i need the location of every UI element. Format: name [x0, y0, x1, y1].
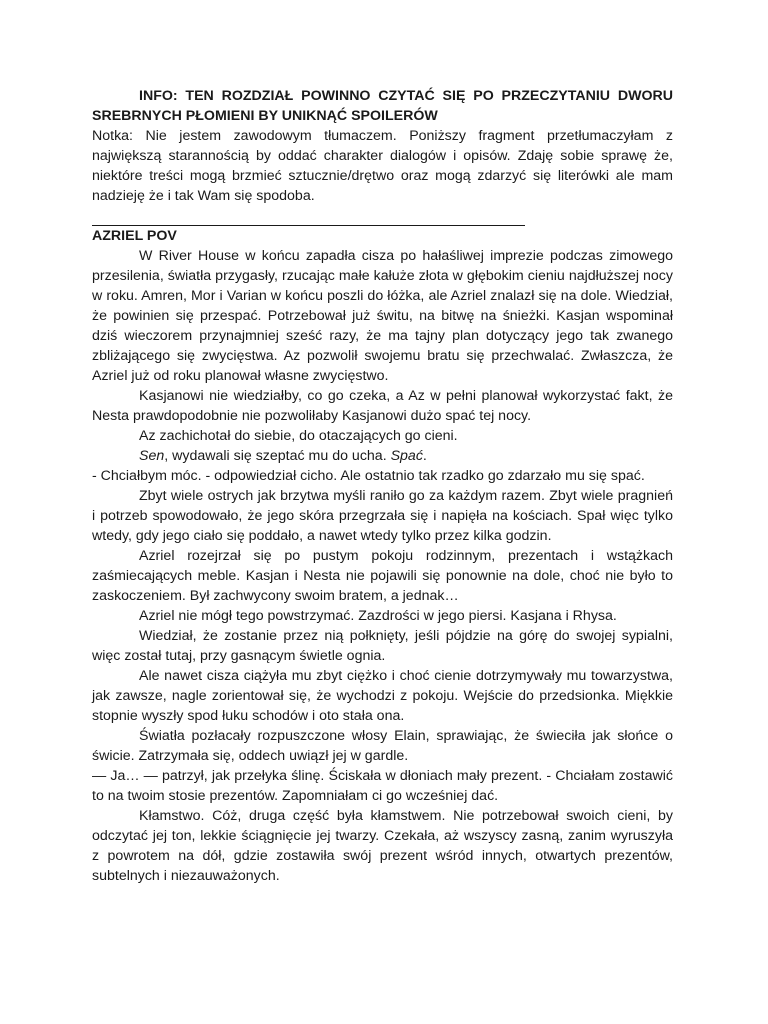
- paragraph-3: Az zachichotał do siebie, do otaczających go cieni.: [139, 428, 458, 444]
- paragraph-whisper: [92, 446, 673, 466]
- paragraph-7: Wiedział, że zostanie przez nią połknięty, jeśli pójdzie na górę do swojej sypialni, więc został tutaj, przy gasnącym świetle ognia.: [92, 628, 673, 664]
- paragraph-5: Azriel rozejrzał się po pustym pokoju rodzinnym, prezentach i wstążkach zaśmiecających meble. Kasjan i Nesta nie pojawili się ponownie na dole, choć nie było to zaskoczeniem. Był zachwycony swoim bratem, a jednak…: [92, 548, 673, 604]
- whisper-spac: Spać: [390, 448, 423, 464]
- paragraph-1: W River House w końcu zapadła cisza po hałaśliwej imprezie podczas zimowego przesilenia, światła przygasły, rzucając małe kałuże złota w głębokim cieniu najdłuższej nocy w roku. Amren, Mor i Varian w końcu poszli do łóżka, ale Azriel znalazł się na dole. Wiedział, że powinien się przespać. Potrzebował już świtu, na bitwę na śnieżki. Kasjan wspominał dziś wieczorem przynajmniej sześć razy, że ma tajny plan dotyczący jego tak zwanego zbliżającego się zwycięstwa. Az pozwolił swojemu bratu się przechwalać. Zwłaszcza, że Azriel już od roku planował własne zwycięstwo.: [92, 248, 673, 384]
- paragraph-2: Kasjanowi nie wiedziałby, co go czeka, a Az w pełni planował wykorzystać fakt, że Nesta prawdopodobnie nie pozwoliłaby Kasjanowi dużo spać tej nocy.: [92, 388, 673, 424]
- translator-note: Notka: Nie jestem zawodowym tłumaczem. Poniższy fragment przetłumaczyłam z największą starannością by oddać charakter dialogów i opisów. Zdaję sobie sprawę że, niektóre treści mogą brzmieć sztucznie/drętwo oraz mogą zdarzyć się literówki ale mam nadzieję że i tak Wam się spodoba.: [92, 128, 673, 204]
- whisper-middle: , wydawali się szeptać mu do ucha.: [164, 448, 391, 464]
- paragraph-4: Zbyt wiele ostrych jak brzytwa myśli raniło go za każdym razem. Zbyt wiele pragnień i potrzeb spowodowało, że jego skóra przegrzała się i napięła na kościach. Spał więc tylko wtedy, gdy jego ciało się poddało, a nawet wtedy tylko przez kilka godzin.: [92, 488, 673, 544]
- paragraph-9: Światła pozłacały rozpuszczone włosy Elain, sprawiając, że świeciła jak słońce o świcie. Zatrzymała się, oddech uwiązł jej w gardle.: [92, 728, 673, 764]
- chapter-title: AZRIEL POV: [92, 228, 177, 244]
- spoiler-warning: INFO: TEN ROZDZIAŁ POWINNO CZYTAĆ SIĘ PO PRZECZYTANIU DWORU SREBRNYCH PŁOMIENI BY UNIKNĄĆ SPOILERÓW: [92, 88, 673, 124]
- paragraph-6: Azriel nie mógł tego powstrzymać. Zazdrości w jego piersi. Kasjana i Rhysa.: [139, 608, 617, 624]
- whisper-sen: Sen: [139, 448, 165, 464]
- paragraph-10: Kłamstwo. Cóż, druga część była kłamstwem. Nie potrzebował swoich cieni, by odczytać jej ton, lekkie ściągnięcie jej twarzy. Czekała, aż wszyscy zasną, zanim wyruszyła z powrotem na dół, gdzie zostawiła swój prezent wśród innych, otwartych prezentów, subtelnych i niezauważonych.: [92, 808, 673, 884]
- dialog-line-1: - Chciałbym móc. - odpowiedział cicho. Ale ostatnio tak rzadko go zdarzało mu się spać.: [92, 468, 645, 484]
- paragraph-8: Ale nawet cisza ciążyła mu zbyt ciężko i choć cienie dotrzymywały mu towarzystwa, jak zawsze, nagle zorientował się, że wychodzi z pokoju. Wejście do przedsionka. Miękkie stopnie wyszły spod łuku schodów i oto stała ona.: [92, 668, 673, 724]
- whisper-end: .: [422, 448, 427, 464]
- dialog-line-2: — Ja… — patrzył, jak przełyka ślinę. Ściskała w dłoniach mały prezent. - Chciałam zostawić to na twoim stosie prezentów. Zapomniałam ci go wcześniej dać.: [92, 768, 673, 804]
- document-page: [92, 86, 673, 886]
